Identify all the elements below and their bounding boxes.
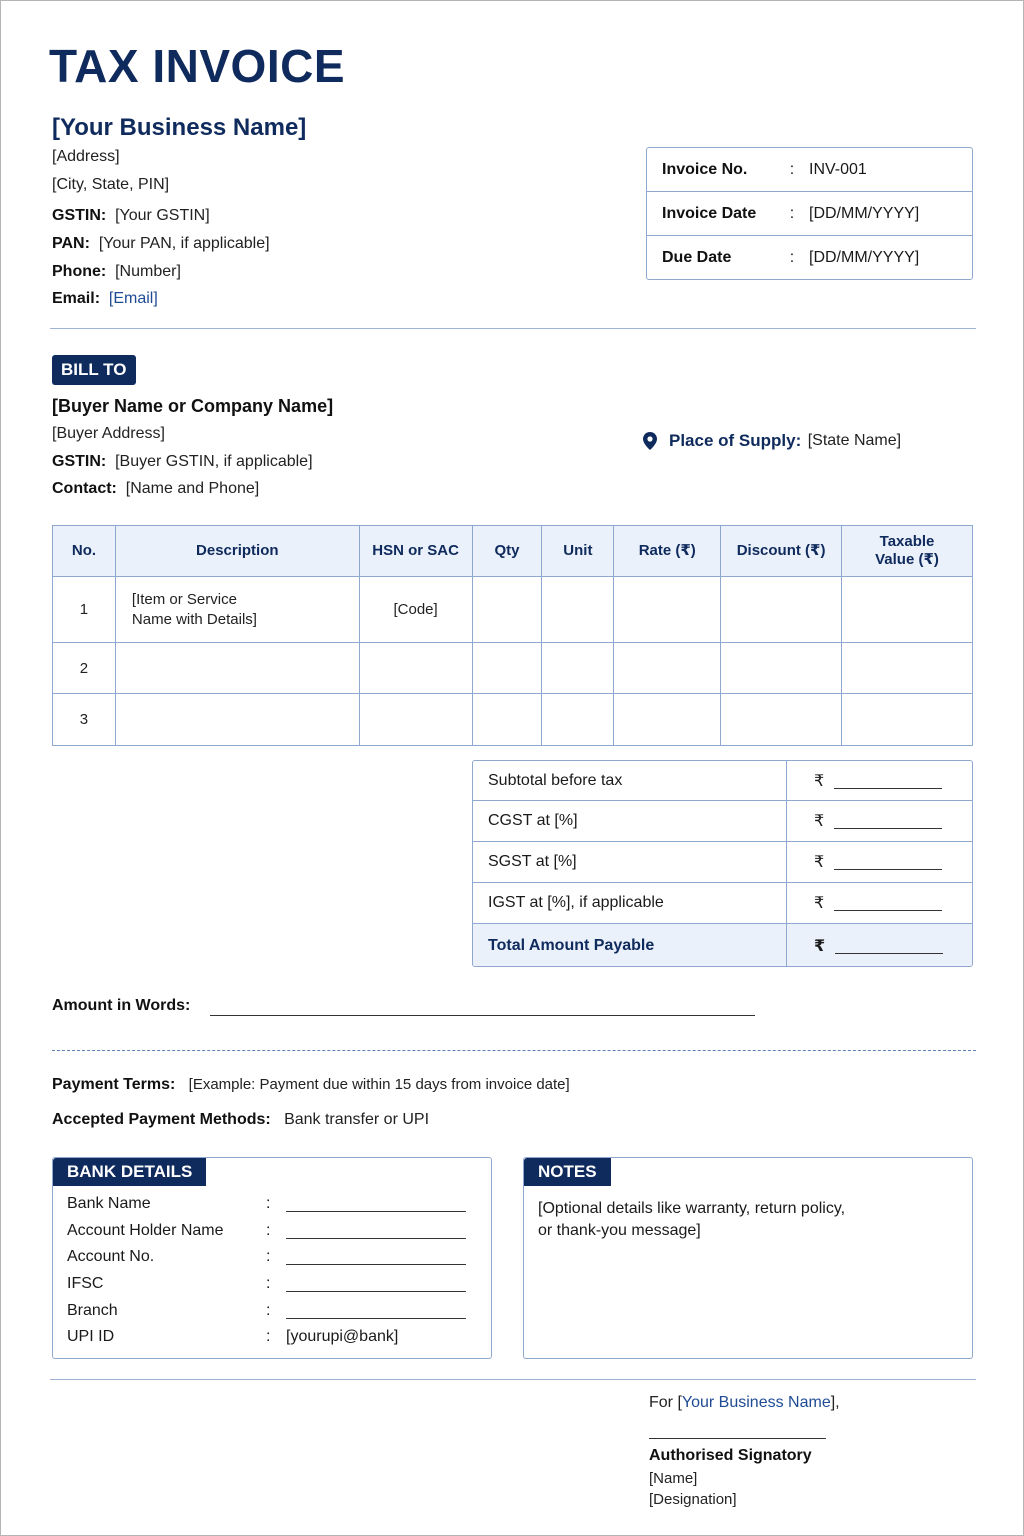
notes-line: or thank-you message] (538, 1222, 701, 1239)
cell-unit (542, 694, 614, 746)
cell-rate (614, 643, 721, 694)
bank-label: IFSC (67, 1275, 104, 1292)
place-of-supply-value: [State Name] (807, 432, 902, 449)
cell-description: [Item or Service Name with Details] (115, 577, 359, 643)
rupee-icon: ₹ (814, 772, 825, 790)
totals-label: SGST at [%] (473, 842, 787, 882)
bank-row (67, 1300, 487, 1322)
bank-details-badge: BANK DETAILS (53, 1158, 206, 1186)
col-header-discount: Discount (₹) (721, 526, 842, 577)
cell-taxable-value (842, 577, 973, 643)
signature-for-suffix: ], (830, 1394, 840, 1411)
meta-label: Invoice Date (662, 204, 757, 222)
cell-description (115, 643, 359, 694)
meta-colon: : (789, 160, 795, 178)
buyer-contact-row (52, 480, 259, 498)
cell-qty (472, 643, 542, 694)
buyer-gstin-row (52, 453, 313, 471)
totals-value (787, 761, 972, 800)
buyer-address: [Buyer Address] (52, 425, 165, 442)
notes-text (538, 1198, 845, 1242)
payment-methods-row (52, 1111, 429, 1129)
meta-label: Invoice No. (662, 160, 748, 178)
totals-label: Subtotal before tax (473, 761, 787, 800)
buyer-gstin: [Buyer GSTIN, if applicable] (115, 453, 313, 470)
signatory-name: [Name] (649, 1470, 698, 1487)
buyer-name: [Buyer Name or Company Name] (52, 396, 334, 416)
signature-for (649, 1394, 840, 1412)
totals-box (472, 760, 973, 967)
payment-methods-label: Accepted Payment Methods: (52, 1111, 271, 1128)
items-table (52, 525, 973, 746)
cell-hsn (359, 643, 472, 694)
seller-pan: [Your PAN, if applicable] (98, 235, 270, 252)
seller-pan-label: PAN: (52, 235, 90, 252)
col-header-description: Description (115, 526, 359, 577)
upi-id: [yourupi@bank] (286, 1328, 399, 1345)
cell-rate (614, 577, 721, 643)
rupee-icon: ₹ (814, 938, 826, 955)
cell-no: 3 (53, 694, 116, 746)
buyer-contact-label: Contact: (52, 480, 117, 497)
totals-label: IGST at [%], if applicable (473, 883, 787, 923)
payment-methods: Bank transfer or UPI (284, 1111, 430, 1128)
payment-terms-row (52, 1076, 570, 1094)
seller-gstin: [Your GSTIN] (115, 207, 210, 224)
amount-blank (834, 854, 942, 870)
seller-city: [City, State, PIN] (52, 176, 170, 193)
signature-line[interactable] (649, 1438, 826, 1439)
total-payable-row (473, 924, 972, 967)
totals-value (787, 883, 972, 923)
bank-colon: : (266, 1248, 271, 1265)
bank-row (67, 1273, 487, 1295)
invoice-title: TAX INVOICE (49, 40, 346, 92)
cell-description (115, 694, 359, 746)
seller-email-row (52, 290, 158, 308)
igst-row (473, 883, 972, 924)
cell-discount (721, 577, 842, 643)
cell-hsn (359, 694, 472, 746)
bank-label: Bank Name (67, 1195, 151, 1212)
col-header-unit: Unit (542, 526, 614, 577)
cell-discount (721, 694, 842, 746)
divider (50, 1379, 976, 1380)
rupee-icon: ₹ (814, 854, 825, 871)
buyer-contact: [Name and Phone] (125, 480, 260, 497)
amount-blank (834, 813, 942, 829)
bank-value-blank[interactable] (286, 1276, 466, 1292)
col-header-hsn: HSN or SAC (359, 526, 472, 577)
bank-colon: : (266, 1195, 271, 1212)
bank-value-blank[interactable] (286, 1223, 466, 1239)
bank-label: Account Holder Name (67, 1222, 224, 1239)
bank-colon: : (266, 1328, 271, 1345)
seller-gstin-row (52, 207, 210, 225)
notes-box (523, 1157, 973, 1359)
totals-value (787, 842, 972, 882)
cell-unit (542, 643, 614, 694)
buyer-gstin-label: GSTIN: (52, 453, 107, 470)
cell-hsn: [Code] (359, 577, 472, 643)
seller-email: [Email] (108, 290, 158, 307)
seller-phone-row (52, 263, 181, 281)
col-header-qty: Qty (472, 526, 542, 577)
seller-phone-label: Phone: (52, 263, 107, 280)
amount-in-words-field[interactable] (210, 1015, 755, 1016)
meta-label: Due Date (662, 249, 732, 266)
map-pin-icon (643, 432, 657, 450)
divider (50, 328, 976, 329)
cgst-row (473, 801, 972, 842)
bank-colon: : (266, 1222, 271, 1239)
cell-taxable-value (842, 643, 973, 694)
cell-unit (542, 577, 614, 643)
cell-qty (472, 577, 542, 643)
invoice-meta-box (646, 147, 973, 280)
cell-rate (614, 694, 721, 746)
table-row (53, 643, 973, 694)
invoice-date-row (647, 192, 972, 236)
payment-terms: [Example: Payment due within 15 days from invoice date] (188, 1076, 570, 1093)
signature-for-prefix: For [ (649, 1394, 682, 1411)
invoice-number: INV-001 (809, 160, 867, 178)
bank-details-box (52, 1157, 492, 1359)
signatory-label: Authorised Signatory (649, 1447, 812, 1464)
invoice-date: [DD/MM/YYYY] (809, 204, 920, 222)
cell-no: 2 (53, 643, 116, 694)
due-date-row (647, 236, 972, 280)
signature-business: Your Business Name (681, 1394, 831, 1411)
seller-name: [Your Business Name] (52, 114, 307, 141)
seller-email-label: Email: (52, 290, 101, 307)
payment-terms-label: Payment Terms: (52, 1076, 176, 1093)
totals-value (787, 924, 972, 967)
table-row (53, 694, 973, 746)
bank-value-blank[interactable] (286, 1249, 466, 1265)
sgst-row (473, 842, 972, 883)
meta-colon: : (789, 204, 795, 222)
cell-discount (721, 643, 842, 694)
seller-pan-row (52, 235, 270, 253)
place-of-supply (643, 431, 901, 451)
meta-colon: : (789, 249, 795, 266)
bank-row (67, 1326, 487, 1348)
table-row (53, 577, 973, 643)
bank-value-blank[interactable] (286, 1303, 466, 1319)
bank-row (67, 1193, 487, 1215)
cell-qty (472, 694, 542, 746)
col-header-no: No. (53, 526, 116, 577)
bank-colon: : (266, 1302, 271, 1319)
seller-gstin-label: GSTIN: (52, 207, 107, 224)
total-payable-label: Total Amount Payable (473, 924, 787, 967)
col-header-taxable-value: Taxable Value (₹) (842, 526, 973, 577)
place-of-supply-label: Place of Supply: (669, 431, 802, 450)
dashed-divider (52, 1050, 976, 1051)
rupee-icon: ₹ (814, 813, 825, 830)
bank-row (67, 1246, 487, 1268)
notes-line: [Optional details like warranty, return policy, (538, 1200, 846, 1217)
cell-no: 1 (53, 577, 116, 643)
col-header-rate: Rate (₹) (614, 526, 721, 577)
due-date: [DD/MM/YYYY] (809, 249, 920, 266)
bank-colon: : (266, 1275, 271, 1292)
invoice-number-row (647, 148, 972, 192)
seller-phone: [Number] (115, 263, 181, 280)
bank-label: UPI ID (67, 1328, 115, 1345)
rupee-icon: ₹ (814, 895, 825, 912)
seller-address: [Address] (52, 148, 120, 165)
bill-to-badge: BILL TO (52, 355, 136, 385)
totals-label: CGST at [%] (473, 801, 787, 841)
amount-blank (834, 895, 942, 911)
bank-value-blank[interactable] (286, 1196, 466, 1212)
bank-label: Account No. (67, 1248, 155, 1265)
amount-blank (835, 938, 943, 954)
cell-taxable-value (842, 694, 973, 746)
items-header-row (53, 526, 973, 577)
notes-badge: NOTES (524, 1158, 611, 1186)
subtotal-row (473, 761, 972, 801)
totals-value (787, 801, 972, 841)
bank-label: Branch (67, 1302, 118, 1319)
bank-row (67, 1220, 487, 1242)
amount-blank (834, 773, 942, 789)
signatory-designation: [Designation] (649, 1491, 737, 1508)
amount-in-words-label: Amount in Words: (52, 997, 191, 1014)
